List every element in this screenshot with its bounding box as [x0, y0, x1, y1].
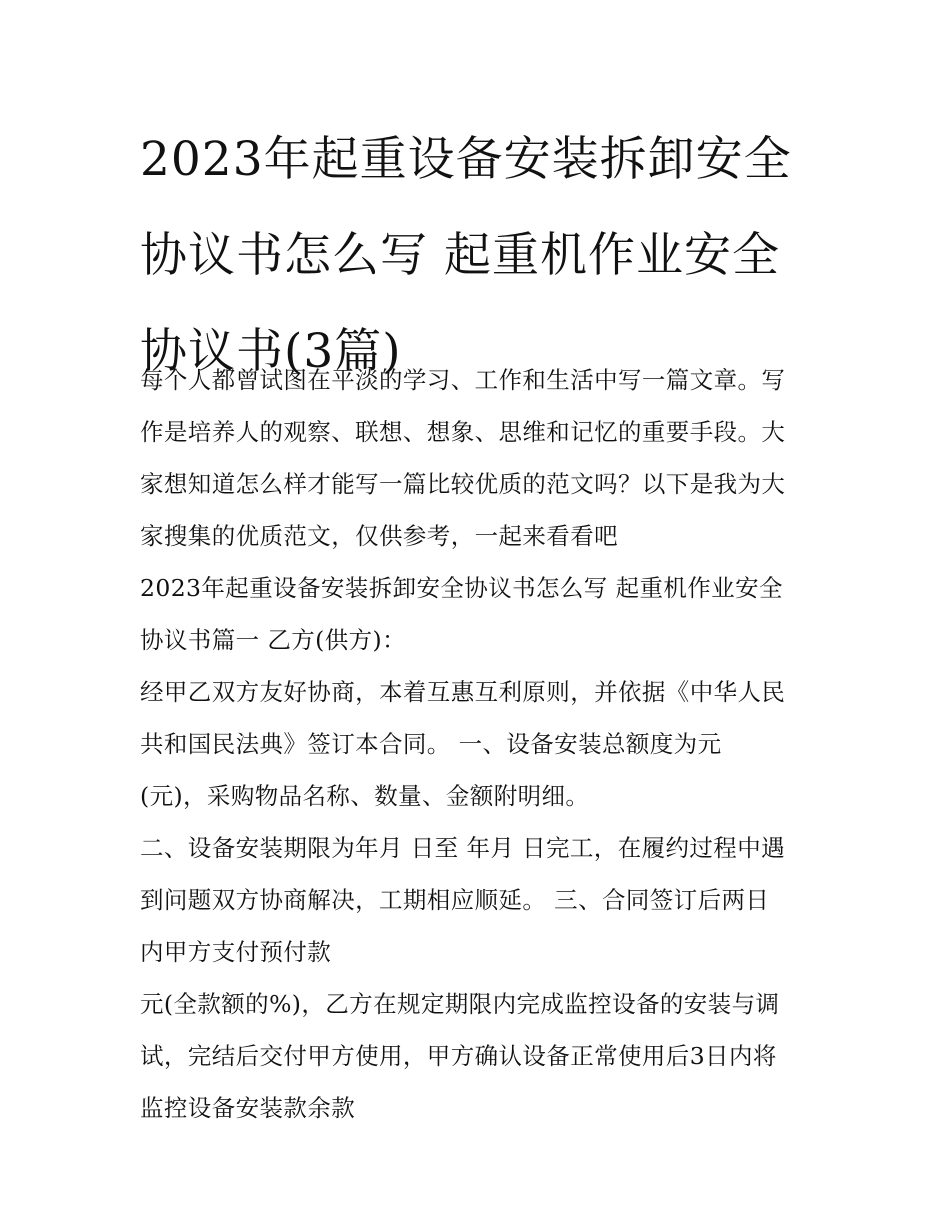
paragraph-clause-1	[140, 666, 830, 822]
text-line: 内甲方支付预付款	[140, 938, 332, 966]
title-line-3: 协议书(3篇)	[140, 324, 402, 379]
paragraph-section-heading	[140, 562, 830, 666]
text-line: 家想知道怎么样才能写一篇比较优质的范文吗？以下是我为大	[140, 470, 786, 498]
paragraph-clause-2	[140, 822, 830, 978]
text-line: 家搜集的优质范文，仅供参考，一起来看看吧	[140, 522, 618, 550]
text-line: (元)，采购物品名称、数量、金额附明细。	[140, 782, 590, 810]
paragraph-clause-3	[140, 978, 830, 1134]
text-line: 共和国民法典》签订本合同。 一、设备安装总额度为元	[140, 730, 722, 758]
text-line: 元(全款额的%)，乙方在规定期限内完成监控设备的安装与调	[140, 990, 780, 1018]
text-line: 试，完结后交付甲方使用，甲方确认设备正常使用后3日内将	[140, 1042, 777, 1070]
text-line: 协议书篇一 乙方(供方)：	[140, 626, 407, 654]
text-line: 作是培养人的观察、联想、想象、思维和记忆的重要手段。大	[140, 418, 786, 446]
text-line: 到问题双方协商解决，工期相应顺延。 三、合同签订后两日	[140, 886, 770, 914]
text-line: 每个人都曾试图在平淡的学习、工作和生活中写一篇文章。写	[140, 366, 786, 394]
text-line: 经甲乙双方友好协商，本着互惠互利原则，并依据《中华人民	[140, 678, 786, 706]
text-line: 监控设备安装款余款	[140, 1094, 356, 1122]
title-line-2: 协议书怎么写 起重机作业安全	[140, 228, 780, 283]
title-line-1: 2023年起重设备安装拆卸安全	[140, 132, 792, 187]
text-line: 二、设备安装期限为年月 日至 年月 日完工，在履约过程中遇	[140, 834, 786, 862]
paragraph-intro	[140, 354, 830, 562]
text-line: 2023年起重设备安装拆卸安全协议书怎么写 起重机作业安全	[140, 574, 783, 602]
document-body	[140, 354, 830, 1134]
